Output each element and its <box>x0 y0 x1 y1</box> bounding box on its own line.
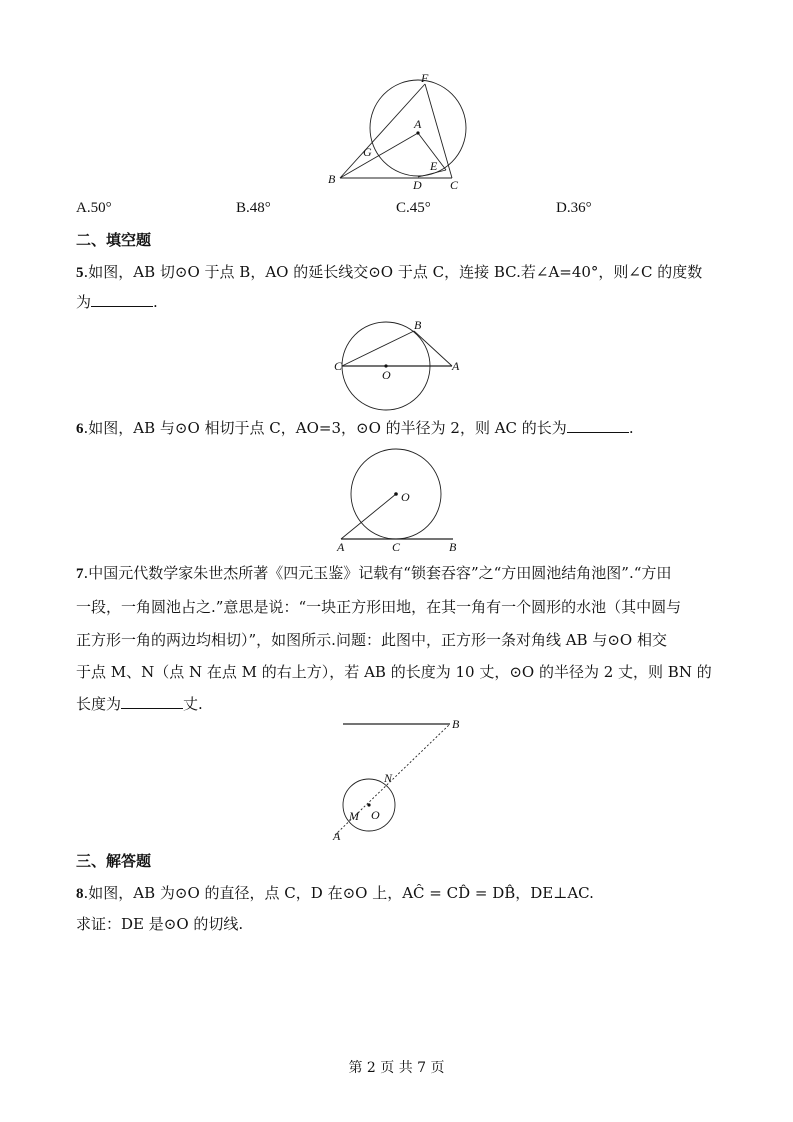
q5-text-line1 <box>76 262 702 283</box>
q7-suffix: 丈. <box>183 695 203 713</box>
label-g: G <box>363 145 372 159</box>
q8-text-line2: 求证：DE 是⊙O 的切线. <box>76 915 244 933</box>
q8-text-line1 <box>76 883 594 904</box>
q7-prefix: 长度为 <box>76 695 122 713</box>
q8-stem: .如图，AB 为⊙O 的直径，点 C，D 在⊙O 上，AĈ = CD̂ = DB̂，DE⊥AC. <box>83 884 594 902</box>
q7-answer-blank[interactable] <box>121 694 183 709</box>
q7-number: 7 <box>76 566 84 582</box>
label-o: O <box>401 490 410 504</box>
q6-text <box>76 418 634 439</box>
label-a: A <box>452 359 460 373</box>
figure-q4-circle-diagram <box>320 65 480 195</box>
section-solution-heading: 三、解答题 <box>76 852 152 870</box>
label-e: E <box>430 159 438 173</box>
choice-d: D.36° <box>556 200 592 216</box>
label-b: B <box>414 318 422 332</box>
q7-line1: .中国元代数学家朱世杰所著《四元玉鉴》记载有“锁套吞容”之“方田圆池结角池图”.“方田 <box>83 564 672 582</box>
q5-text-line2 <box>76 292 158 312</box>
label-a: A <box>337 540 345 554</box>
segment-bf <box>340 84 425 178</box>
label-b: B <box>452 717 460 731</box>
q6-number: 6 <box>76 421 84 437</box>
q5-prefix: 为 <box>76 293 92 311</box>
choice-b: B.48° <box>236 200 271 216</box>
label-n: N <box>384 771 393 785</box>
q6-suffix: . <box>628 419 634 437</box>
figure-q7-square-pond-diagram <box>328 712 468 844</box>
figure-q5-tangent-diagram <box>325 312 470 412</box>
label-m: M <box>349 809 359 823</box>
point-o <box>367 803 370 806</box>
q5-stem: .如图，AB 切⊙O 于点 B，AO 的延长线交⊙O 于点 C，连接 BC.若∠A=40°，则∠C 的度数 <box>83 263 703 281</box>
q8-number: 8 <box>76 886 84 902</box>
label-f: F <box>421 71 429 85</box>
label-c: C <box>334 359 343 373</box>
label-o: O <box>371 808 380 822</box>
segment-ao <box>341 494 396 539</box>
q7-text-line5 <box>76 694 203 714</box>
segment-cb <box>342 331 414 366</box>
point-o <box>394 492 398 496</box>
q7-text-line2: 一段，一角圆池占之.”意思是说：“一块正方形田地，在其一角有一个圆形的水池（其中圆与 <box>76 598 682 616</box>
q5-number: 5 <box>76 265 84 281</box>
choice-a: A.50° <box>76 200 112 216</box>
segment-ba <box>340 133 418 178</box>
label-a: A <box>333 829 341 843</box>
point-a <box>416 131 419 134</box>
q6-stem: .如图，AB 与⊙O 相切于点 C，AO=3，⊙O 的半径为 2，则 AC 的长为 <box>83 419 567 437</box>
label-c: C <box>450 178 459 192</box>
q5-answer-blank[interactable] <box>91 292 153 307</box>
label-b: B <box>328 172 336 186</box>
q7-text-line4: 于点 M、N（点 N 在点 M 的右上方），若 AB 的长度为 10 丈，⊙O 的半径为 2 丈，则 BN 的 <box>76 663 712 681</box>
q6-answer-blank[interactable] <box>567 418 629 433</box>
figure-q6-tangent-diagram <box>330 442 470 554</box>
q7-text-line3: 正方形一角的两边均相切）”，如图所示.问题：此图中，正方形一条对角线 AB 与⊙O 相交 <box>76 631 667 649</box>
label-b: B <box>449 540 457 554</box>
segment-ba <box>414 331 452 366</box>
q7-text-line1 <box>76 563 671 584</box>
label-c: C <box>392 540 401 554</box>
label-a: A <box>414 117 422 131</box>
choice-c: C.45° <box>396 200 431 216</box>
page-footer: 第 2 页 共 7 页 <box>348 1060 445 1076</box>
section-fill-in-blank-heading: 二、填空题 <box>76 231 152 249</box>
q5-suffix: . <box>153 293 158 311</box>
label-o: O <box>382 368 391 382</box>
label-d: D <box>413 178 422 192</box>
